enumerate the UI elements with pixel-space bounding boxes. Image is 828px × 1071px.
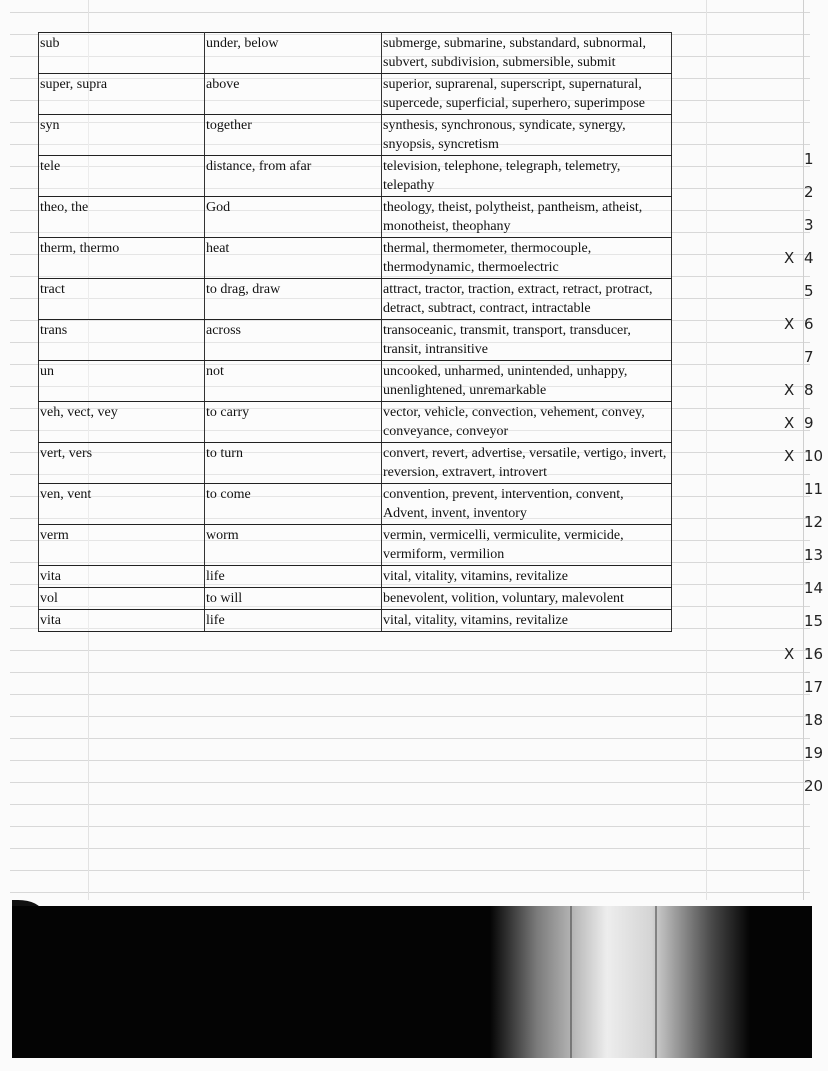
margin-mark [770, 447, 828, 469]
meaning-cell: not [205, 361, 382, 402]
table-row [39, 443, 672, 484]
item-number: 14 [804, 579, 824, 597]
meaning-cell: life [205, 610, 382, 632]
margin-mark [770, 678, 828, 700]
examples-cell: television, telephone, telegraph, telemetry, telepathy [382, 156, 672, 197]
margin-mark [770, 150, 828, 172]
margin-mark [770, 480, 828, 502]
item-number: 15 [804, 612, 824, 630]
examples-cell: vital, vitality, vitamins, revitalize [382, 566, 672, 588]
margin-mark [770, 282, 828, 304]
wrong-x-mark: X [784, 414, 795, 432]
table-row [39, 484, 672, 525]
table-row [39, 33, 672, 74]
ruled-line [10, 760, 810, 761]
item-number: 13 [804, 546, 824, 564]
table-row [39, 197, 672, 238]
wrong-x-mark: X [784, 645, 795, 663]
meaning-cell: to turn [205, 443, 382, 484]
margin-mark [770, 744, 828, 766]
item-number: 19 [804, 744, 824, 762]
margin-mark [770, 315, 828, 337]
margin-mark [770, 216, 828, 238]
item-number: 1 [804, 150, 814, 168]
ruled-line [10, 650, 810, 651]
root-cell: super, supra [39, 74, 205, 115]
meaning-cell: worm [205, 525, 382, 566]
item-number: 2 [804, 183, 814, 201]
table-row [39, 361, 672, 402]
margin-mark [770, 579, 828, 601]
meaning-cell: distance, from afar [205, 156, 382, 197]
handwritten-margin-marks [770, 150, 828, 830]
item-number: 17 [804, 678, 824, 696]
margin-mark [770, 711, 828, 733]
ruled-line [10, 804, 810, 805]
examples-cell: uncooked, unharmed, unintended, unhappy, unenlightened, unremarkable [382, 361, 672, 402]
examples-cell: thermal, thermometer, thermocouple, thermodynamic, thermoelectric [382, 238, 672, 279]
item-number: 10 [804, 447, 824, 465]
wrong-x-mark: X [784, 381, 795, 399]
ruled-line [10, 738, 810, 739]
examples-cell: convert, revert, advertise, versatile, vertigo, invert, reversion, extravert, introvert [382, 443, 672, 484]
margin-mark [770, 249, 828, 271]
table-row [39, 402, 672, 443]
examples-cell: superior, suprarenal, superscript, supernatural, supercede, superficial, superhero, superimpose [382, 74, 672, 115]
root-cell: verm [39, 525, 205, 566]
item-number: 12 [804, 513, 824, 531]
table-row [39, 279, 672, 320]
ruled-line [10, 782, 810, 783]
root-cell: syn [39, 115, 205, 156]
glare-line [570, 906, 572, 1058]
examples-cell: transoceanic, transmit, transport, transducer, transit, intransitive [382, 320, 672, 361]
root-cell: sub [39, 33, 205, 74]
ruled-line [10, 716, 810, 717]
root-cell: therm, thermo [39, 238, 205, 279]
table-row [39, 588, 672, 610]
root-cell: tele [39, 156, 205, 197]
scan-dark-band [12, 906, 812, 1058]
item-number: 16 [804, 645, 824, 663]
item-number: 9 [804, 414, 814, 432]
glare-line [655, 906, 657, 1058]
table-row [39, 74, 672, 115]
meaning-cell: heat [205, 238, 382, 279]
table-row [39, 320, 672, 361]
margin-mark [770, 183, 828, 205]
root-cell: vert, vers [39, 443, 205, 484]
root-cell: trans [39, 320, 205, 361]
root-cell: tract [39, 279, 205, 320]
ruled-line [10, 694, 810, 695]
notebook-fold-line [706, 0, 707, 900]
examples-cell: theology, theist, polytheist, pantheism, atheist, monotheist, theophany [382, 197, 672, 238]
item-number: 5 [804, 282, 814, 300]
margin-mark [770, 612, 828, 634]
root-cell: ven, vent [39, 484, 205, 525]
meaning-cell: under, below [205, 33, 382, 74]
margin-mark [770, 546, 828, 568]
item-number: 6 [804, 315, 814, 333]
examples-cell: vital, vitality, vitamins, revitalize [382, 610, 672, 632]
meaning-cell: above [205, 74, 382, 115]
ruled-line [10, 826, 810, 827]
table-row [39, 525, 672, 566]
margin-mark [770, 777, 828, 799]
meaning-cell: to come [205, 484, 382, 525]
root-cell: un [39, 361, 205, 402]
root-cell: theo, the [39, 197, 205, 238]
margin-mark [770, 381, 828, 403]
margin-mark [770, 645, 828, 667]
word-roots-table [38, 32, 672, 632]
examples-cell: submerge, submarine, substandard, subnormal, subvert, subdivision, submersible, submit [382, 33, 672, 74]
examples-cell: vector, vehicle, convection, vehement, convey, conveyance, conveyor [382, 402, 672, 443]
item-number: 11 [804, 480, 824, 498]
ruled-line [10, 892, 810, 893]
root-cell: vita [39, 610, 205, 632]
root-cell: vol [39, 588, 205, 610]
meaning-cell: across [205, 320, 382, 361]
scan-glare [490, 906, 750, 1058]
item-number: 3 [804, 216, 814, 234]
meaning-cell: life [205, 566, 382, 588]
meaning-cell: to drag, draw [205, 279, 382, 320]
margin-mark [770, 513, 828, 535]
wrong-x-mark: X [784, 447, 795, 465]
item-number: 18 [804, 711, 824, 729]
table-row [39, 610, 672, 632]
table-row [39, 238, 672, 279]
ruled-line [10, 848, 810, 849]
meaning-cell: to carry [205, 402, 382, 443]
margin-mark [770, 414, 828, 436]
table-row [39, 156, 672, 197]
examples-cell: vermin, vermicelli, vermiculite, vermicide, vermiform, vermilion [382, 525, 672, 566]
ruled-line [10, 672, 810, 673]
root-cell: vita [39, 566, 205, 588]
word-roots-table-body [39, 33, 672, 632]
table-row [39, 566, 672, 588]
examples-cell: attract, tractor, traction, extract, retract, protract, detract, subtract, contract, intractable [382, 279, 672, 320]
meaning-cell: together [205, 115, 382, 156]
ruled-line [10, 12, 810, 13]
examples-cell: convention, prevent, intervention, convent, Advent, invent, inventory [382, 484, 672, 525]
item-number: 8 [804, 381, 814, 399]
ruled-line [10, 870, 810, 871]
item-number: 20 [804, 777, 824, 795]
examples-cell: synthesis, synchronous, syndicate, synergy, snyopsis, syncretism [382, 115, 672, 156]
wrong-x-mark: X [784, 249, 795, 267]
wrong-x-mark: X [784, 315, 795, 333]
item-number: 7 [804, 348, 814, 366]
meaning-cell: to will [205, 588, 382, 610]
meaning-cell: God [205, 197, 382, 238]
examples-cell: benevolent, volition, voluntary, malevolent [382, 588, 672, 610]
item-number: 4 [804, 249, 814, 267]
margin-mark [770, 348, 828, 370]
root-cell: veh, vect, vey [39, 402, 205, 443]
table-row [39, 115, 672, 156]
